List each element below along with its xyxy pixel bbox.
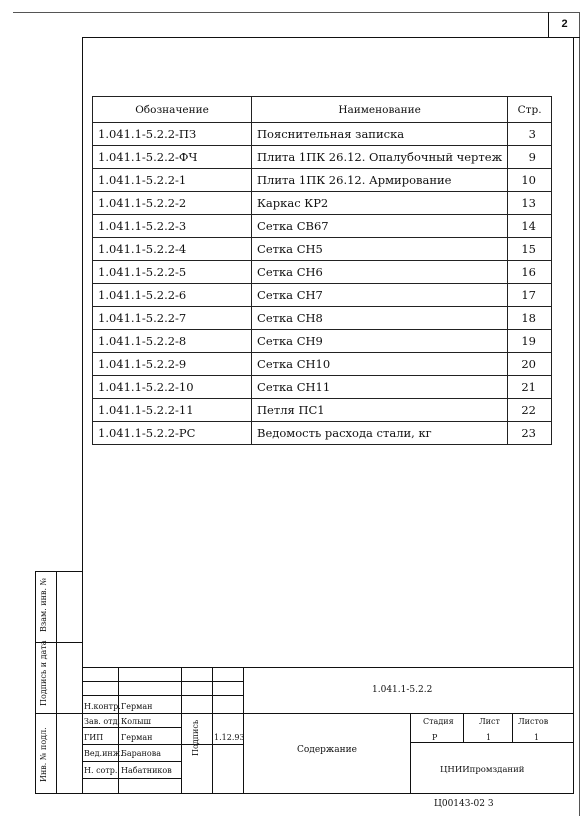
table-row bbox=[93, 261, 552, 284]
tb-row-1 bbox=[82, 681, 243, 682]
sign-date-label: Подпись и дата bbox=[39, 640, 48, 706]
row-page: 10 bbox=[508, 169, 552, 192]
tb-top-line bbox=[82, 667, 574, 668]
role-dept-head: Зав. отд. bbox=[84, 717, 121, 726]
signature-label: Подпись bbox=[191, 719, 200, 756]
tb-v-sheets bbox=[512, 713, 513, 742]
inv-orig-label: Инв. № подл. bbox=[39, 727, 48, 782]
header-page: Стр. bbox=[508, 97, 552, 123]
tb-v-sheet bbox=[463, 713, 464, 742]
row-page: 13 bbox=[508, 192, 552, 215]
row-page: 16 bbox=[508, 261, 552, 284]
row-code: 1.041.1-5.2.2-РС bbox=[93, 422, 252, 445]
row-title: Сетка СН7 bbox=[252, 284, 508, 307]
row-title: Сетка СН11 bbox=[252, 376, 508, 399]
tb-v-role bbox=[118, 667, 119, 794]
contents-table bbox=[92, 96, 552, 445]
sheets-value: 1 bbox=[534, 733, 540, 742]
organization: ЦНИИпромзданий bbox=[440, 765, 525, 775]
tb-row-3 bbox=[82, 713, 243, 714]
name-chief-engineer: Герман bbox=[121, 733, 153, 742]
tb-row-6 bbox=[82, 761, 182, 762]
row-page: 22 bbox=[508, 399, 552, 422]
name-dept-head: Колыш bbox=[121, 717, 151, 726]
row-title: Каркас КР2 bbox=[252, 192, 508, 215]
tb-v-name bbox=[181, 667, 182, 794]
name-lead-engineer: Баранова bbox=[121, 749, 161, 758]
table-row bbox=[93, 215, 552, 238]
row-page: 21 bbox=[508, 376, 552, 399]
tb-row-4 bbox=[82, 727, 182, 728]
name-researcher: Набатников bbox=[121, 766, 172, 775]
table-row bbox=[93, 169, 552, 192]
sheet-number: 2 bbox=[548, 12, 580, 38]
row-code: 1.041.1-5.2.2-11 bbox=[93, 399, 252, 422]
table-row bbox=[93, 146, 552, 169]
table-row bbox=[93, 399, 552, 422]
row-page: 23 bbox=[508, 422, 552, 445]
role-norm-control: Н.контр. bbox=[84, 702, 121, 711]
row-code: 1.041.1-5.2.2-ФЧ bbox=[93, 146, 252, 169]
doc-code: 1.041.1-5.2.2 bbox=[372, 685, 433, 695]
row-title: Ведомость расхода стали, кг bbox=[252, 422, 508, 445]
header-title: Наименование bbox=[252, 97, 508, 123]
name-norm-control: Герман bbox=[121, 702, 153, 711]
table-row bbox=[93, 376, 552, 399]
row-title: Сетка СВ67 bbox=[252, 215, 508, 238]
row-title: Петля ПС1 bbox=[252, 399, 508, 422]
table-row bbox=[93, 422, 552, 445]
table-row bbox=[93, 353, 552, 376]
row-code: 1.041.1-5.2.2-8 bbox=[93, 330, 252, 353]
row-page: 19 bbox=[508, 330, 552, 353]
row-code: 1.041.1-5.2.2-5 bbox=[93, 261, 252, 284]
row-page: 15 bbox=[508, 238, 552, 261]
table-header-row bbox=[93, 97, 552, 123]
row-code: 1.041.1-5.2.2-10 bbox=[93, 376, 252, 399]
tb-v-main bbox=[243, 667, 244, 794]
table-row bbox=[93, 192, 552, 215]
tb-row-2 bbox=[82, 695, 243, 696]
row-code: 1.041.1-5.2.2-1 bbox=[93, 169, 252, 192]
sheet-label: Лист bbox=[479, 717, 500, 726]
tb-stage-line bbox=[410, 742, 574, 743]
row-page: 17 bbox=[508, 284, 552, 307]
row-title: Плита 1ПК 26.12. Опалубочный чертеж bbox=[252, 146, 508, 169]
sheet-value: 1 bbox=[486, 733, 492, 742]
row-title: Плита 1ПК 26.12. Армирование bbox=[252, 169, 508, 192]
row-code: 1.041.1-5.2.2-9 bbox=[93, 353, 252, 376]
table-row bbox=[93, 238, 552, 261]
row-page: 18 bbox=[508, 307, 552, 330]
table-row bbox=[93, 284, 552, 307]
stage-value: Р bbox=[432, 733, 438, 742]
stage-label: Стадия bbox=[423, 717, 454, 726]
role-researcher: Н. сотр. bbox=[84, 766, 118, 775]
footer-code: Ц00143-02 3 bbox=[434, 799, 494, 809]
row-title: Пояснительная записка bbox=[252, 123, 508, 146]
row-page: 9 bbox=[508, 146, 552, 169]
row-title: Сетка СН8 bbox=[252, 307, 508, 330]
role-lead-engineer: Вед.инж. bbox=[84, 749, 123, 758]
row-page: 3 bbox=[508, 123, 552, 146]
row-code: 1.041.1-5.2.2-7 bbox=[93, 307, 252, 330]
row-title: Сетка СН5 bbox=[252, 238, 508, 261]
row-page: 20 bbox=[508, 353, 552, 376]
row-title: Сетка СН9 bbox=[252, 330, 508, 353]
tb-row-7 bbox=[82, 778, 182, 779]
tb-v-sign bbox=[212, 667, 213, 794]
row-code: 1.041.1-5.2.2-2 bbox=[93, 192, 252, 215]
contents-table-body bbox=[93, 123, 552, 445]
row-title: Сетка СН6 bbox=[252, 261, 508, 284]
row-code: 1.041.1-5.2.2-6 bbox=[93, 284, 252, 307]
tb-row-5 bbox=[82, 744, 243, 745]
table-row bbox=[93, 307, 552, 330]
inv-replace-label: Взам. инв. № bbox=[39, 577, 48, 632]
table-row bbox=[93, 123, 552, 146]
row-code: 1.041.1-5.2.2-3 bbox=[93, 215, 252, 238]
tb-v-stage bbox=[410, 713, 411, 794]
sheets-label: Листов bbox=[518, 717, 549, 726]
row-code: 1.041.1-5.2.2-ПЗ bbox=[93, 123, 252, 146]
side-divider bbox=[56, 571, 57, 794]
header-code: Обозначение bbox=[93, 97, 252, 123]
date-value: 1.12.93 bbox=[214, 733, 245, 742]
sheet-name: Содержание bbox=[297, 745, 357, 755]
tb-mid-line bbox=[243, 713, 574, 714]
row-title: Сетка СН10 bbox=[252, 353, 508, 376]
role-chief-engineer: ГИП bbox=[84, 733, 104, 742]
side-line-2 bbox=[35, 713, 82, 714]
row-page: 14 bbox=[508, 215, 552, 238]
table-row bbox=[93, 330, 552, 353]
row-code: 1.041.1-5.2.2-4 bbox=[93, 238, 252, 261]
